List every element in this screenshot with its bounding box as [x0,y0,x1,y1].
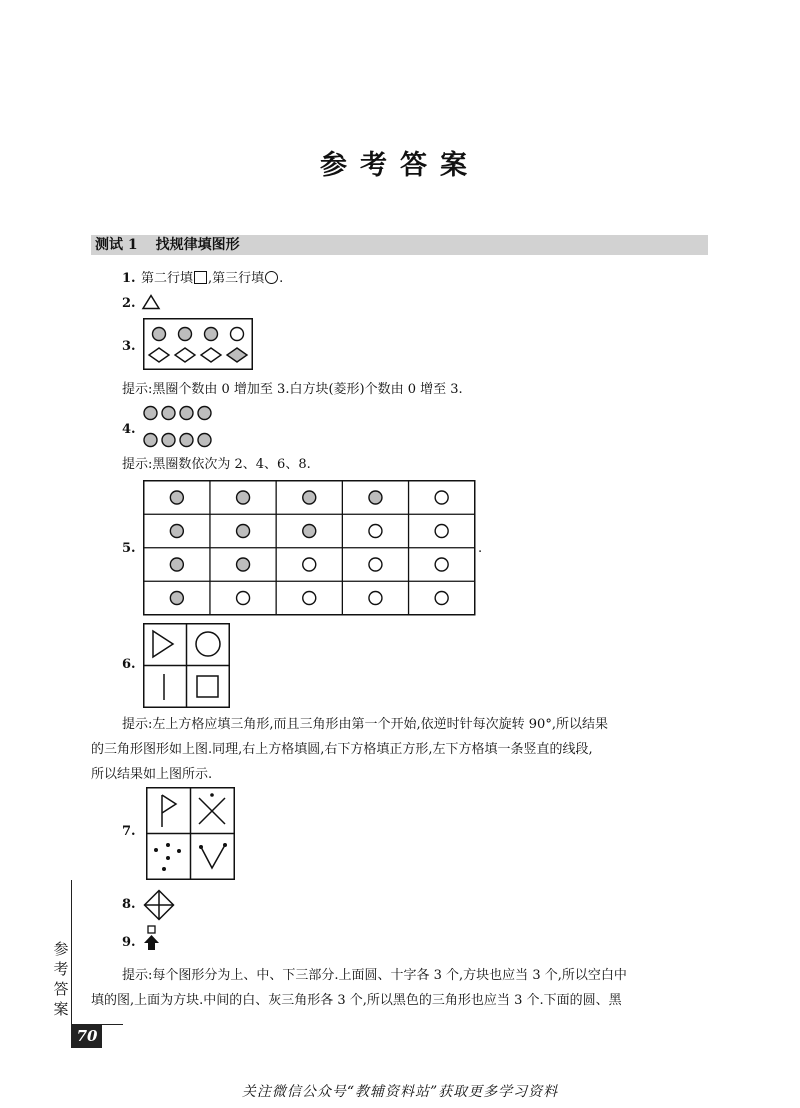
filled-circle-icon [237,525,250,538]
q5-period: . [478,541,483,556]
circle-icon [303,592,316,605]
q9-hint-line2: 填的图,上面为方块.中间的白、灰三角形各 3 个,所以黑色的三角形也应当 3 个.下面的圆、黑 [91,993,622,1008]
question-number: 9. [122,935,136,950]
flag-icon [162,795,176,827]
filled-circle-icon [170,592,183,605]
q6-hint-line1: 提示:左上方格应填三角形,而且三角形由第一个开始,依逆时针每次旋转 90°,所以结果 [122,717,608,732]
q6-figure [143,623,231,709]
square-icon [197,676,218,697]
circle-icon [265,271,278,284]
circle-icon [369,558,382,571]
question-number: 6. [122,657,136,672]
question-number: 7. [122,824,136,839]
diamond-icon [149,348,169,362]
q4-figure [143,404,215,450]
circle-icon [196,632,220,656]
square-icon [194,271,207,284]
section-heading [95,236,240,254]
q5-table [143,480,476,616]
circle-icon [237,592,250,605]
question-number: 3. [122,339,136,354]
footer-note: 关注微信公众号“教辅资料站”获取更多学习资料 [241,1084,559,1100]
filled-circle-icon [198,434,211,447]
filled-circle-icon [180,407,193,420]
q1-answer [141,270,283,288]
q7-figure [146,787,236,881]
question-number: 8. [122,897,136,912]
page-title: 参考答案 [320,150,480,181]
page-number: 70 [72,1024,102,1048]
q3-diamond-row [149,348,247,362]
filled-circle-icon [205,328,218,341]
q3-circle-row [153,328,244,341]
circle-icon [369,592,382,605]
side-label-char: 考 [53,960,69,978]
q1-text-a: 第二行填 [141,271,194,286]
diamond-cross-icon [143,889,175,921]
question-number: 4. [122,422,136,437]
q4-circle-grid [144,407,211,447]
side-label-char: 答 [53,980,69,998]
x-cross-icon [199,793,225,824]
question-number: 5. [122,541,136,556]
dots-icon [154,843,181,871]
filled-circle-icon [303,525,316,538]
v-shape-icon [199,843,227,868]
q6-hint-line3: 所以结果如上图所示. [91,767,213,782]
question-number: 2. [122,296,136,311]
circle-icon [231,328,244,341]
diamond-icon [175,348,195,362]
q4-hint: 提示:黑圈数依次为 2、4、6、8. [122,457,311,472]
circle-icon [369,525,382,538]
filled-circle-icon [198,407,211,420]
filled-circle-icon [170,525,183,538]
filled-circle-icon [162,407,175,420]
filled-circle-icon [237,491,250,504]
circle-icon [435,491,448,504]
q6-hint-line2: 的三角形图形如上图.同理,右上方格填圆,右下方格填正方形,左下方格填一条竖直的线段, [91,742,593,757]
filled-circle-icon [369,491,382,504]
filled-circle-icon [179,328,192,341]
filled-circle-icon [162,434,175,447]
filled-circle-icon [237,558,250,571]
q3-figure [143,318,253,370]
section-title: 找规律填图形 [155,237,240,253]
section-number: 测试 1 [95,237,138,253]
triangle-icon [142,294,160,310]
q1-text-b: ,第三行填 [208,271,265,286]
side-label-char: 参 [53,940,69,958]
filled-circle-icon [144,434,157,447]
filled-circle-icon [303,491,316,504]
q3-hint: 提示:黑圈个数由 0 增加至 3.白方块(菱形)个数由 0 增至 3. [122,382,463,397]
filled-circle-icon [153,328,166,341]
circle-icon [435,592,448,605]
q9-hint-line1: 提示:每个图形分为上、中、下三部分.上面圆、十字各 3 个,方块也应当 3 个,所以空白中 [122,968,627,983]
triangle-icon [153,631,173,657]
diamond-icon [201,348,221,362]
circle-icon [303,558,316,571]
square-arrow-icon [143,925,161,951]
q1-text-c: . [279,271,284,286]
circle-icon [435,525,448,538]
side-label-char: 案 [53,1000,69,1018]
question-number: 1. [122,271,136,286]
circle-icon [435,558,448,571]
filled-circle-icon [170,558,183,571]
filled-diamond-icon [227,348,247,362]
filled-circle-icon [144,407,157,420]
filled-circle-icon [170,491,183,504]
filled-circle-icon [180,434,193,447]
side-divider [71,880,72,1048]
